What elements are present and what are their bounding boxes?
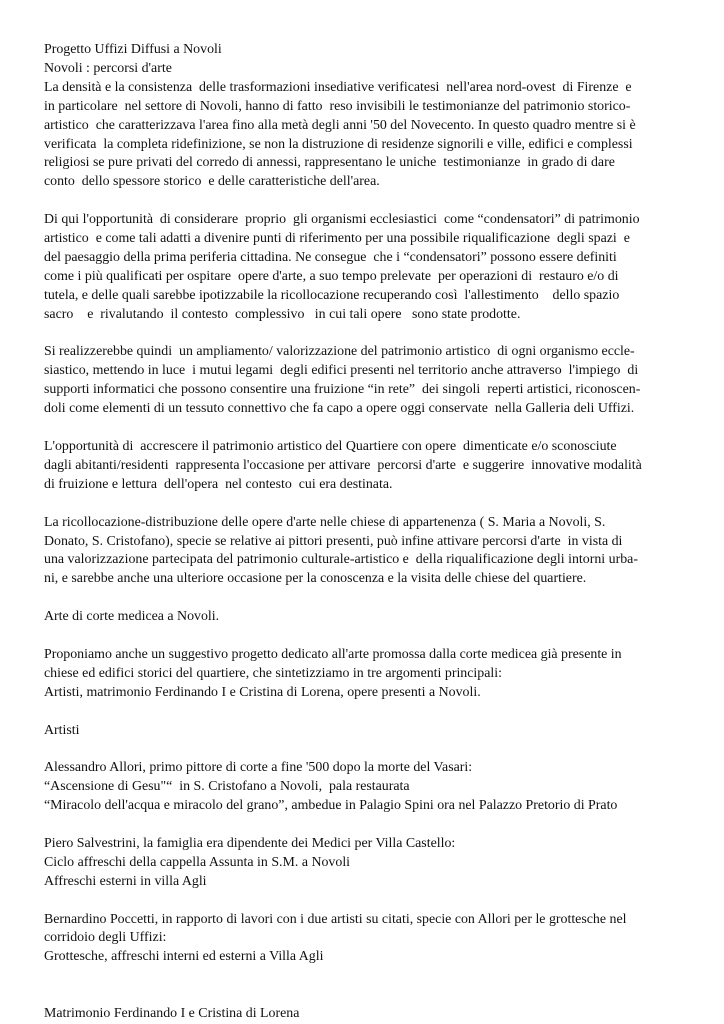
paragraph-spacer <box>44 419 684 438</box>
paragraph-line: L'opportunità di accrescere il patrimonio artistico del Quartiere con opere dimenticate e/o sconosciute <box>44 438 617 454</box>
paragraph-line: sacro e rivalutando il contesto complessivo in cui tali opere sono state prodotte. <box>44 306 521 322</box>
paragraph-spacer <box>44 816 684 835</box>
section-heading-matrimonio: Matrimonio Ferdinando I e Cristina di Lorena <box>44 1006 300 1022</box>
paragraph-spacer <box>44 325 684 344</box>
paragraph-line: tutela, e delle quali sarebbe ipotizzabile la ricollocazione recuperando così l'allestimento dello spazio <box>44 287 620 303</box>
document-subtitle: Novoli : percorsi d'arte <box>44 60 172 76</box>
paragraph-context <box>44 79 684 192</box>
paragraph-line: siastico, mettendo in luce i mutui legami degli edifici presenti nel territorio anche attraverso l'impiego di <box>44 363 639 379</box>
paragraph-line: Proponiamo anche un suggestivo progetto dedicato all'arte promossa dalla corte medicea già presente in <box>44 646 622 662</box>
paragraph-line: ni, e sarebbe anche una ulteriore occasione per la conoscenza e la visita delle chiese del quartiere. <box>44 571 587 587</box>
artist-line: “Miracolo dell'acqua e miracolo del grano”, ambedue in Palagio Spini ora nel Palazzo Pretorio di Prato <box>44 798 618 814</box>
paragraph-spacer <box>44 192 684 211</box>
paragraph-spacer <box>44 589 684 608</box>
paragraph-line: artistico che caratterizzava l'area fino alla metà degli anni '50 del Novecento. In questo quadro mentre si è <box>44 117 636 133</box>
document-header <box>44 41 684 79</box>
paragraph-line: dagli abitanti/residenti rappresenta l'occasione per attivare percorsi d'arte e suggerire innovative modalità <box>44 457 642 473</box>
paragraph-spacer <box>44 967 684 1005</box>
document-title: Progetto Uffizi Diffusi a Novoli <box>44 42 222 57</box>
paragraph-line: verificata la completa ridefinizione, se non la distruzione di residenze signorili e ville, edifici e complessi <box>44 136 633 152</box>
paragraph-proposta <box>44 646 684 703</box>
artist-poccetti <box>44 911 684 968</box>
paragraph-line: Si realizzerebbe quindi un ampliamento/ valorizzazione del patrimonio artistico di ogni organismo eccle- <box>44 344 635 360</box>
artist-line: Bernardino Poccetti, in rapporto di lavori con i due artisti su citati, specie con Allori per le grottesche nel <box>44 911 627 927</box>
artist-allori <box>44 759 684 816</box>
paragraph-line: Artisti, matrimonio Ferdinando I e Cristina di Lorena, opere presenti a Novoli. <box>44 684 481 700</box>
section-heading-arte-medicea: Arte di corte medicea a Novoli. <box>44 609 220 625</box>
paragraph-line: una valorizzazione partecipata del patrimonio culturale-artistico e della riqualificazione degli intorni urba- <box>44 552 638 568</box>
paragraph-condensatori <box>44 211 684 324</box>
paragraph-line: Di qui l'opportunità di considerare proprio gli organismi ecclesiastici come “condensatori” di patrimonio <box>44 212 640 228</box>
paragraph-line: supporti informatici che possono consentire una fruizione “in rete” dei singoli reperti artistici, riconoscen- <box>44 382 641 398</box>
paragraph-spacer <box>44 627 684 646</box>
paragraph-line: La densità e la consistenza delle trasformazioni insediative verificatesi nell'area nord-ovest di Firenze e <box>44 79 632 95</box>
paragraph-line: doli come elementi di un tessuto connettivo che fa capo a opere oggi conservate nella Galleria deli Uffizi. <box>44 401 635 417</box>
artist-salvestrini <box>44 835 684 892</box>
paragraph-line: chiese ed edifici storici del quartiere, che sintetizziamo in tre argomenti principali: <box>44 665 502 681</box>
paragraph-line: religiosi se pure privati del corredo di annessi, rappresentano le uniche testimonianze in grado di dare <box>44 155 615 171</box>
paragraph-line: La ricollocazione-distribuzione delle opere d'arte nelle chiese di appartenenza ( S. Maria a Novoli, S. <box>44 514 606 530</box>
paragraph-line: Donato, S. Cristofano), specie se relative ai pittori presenti, può infine attivare percorsi d'arte in vista di <box>44 533 623 549</box>
paragraph-opportunita <box>44 438 684 495</box>
section-heading-artisti: Artisti <box>44 722 80 738</box>
paragraph-ricollocazione <box>44 514 684 590</box>
paragraph-line: artistico e come tali adatti a divenire punti di riferimento per una possibile riqualificazione degli spazi e <box>44 231 630 247</box>
paragraph-spacer <box>44 703 684 722</box>
paragraph-spacer <box>44 892 684 911</box>
paragraph-valorizzazione <box>44 343 684 419</box>
paragraph-line: di fruizione e lettura dell'opera nel contesto cui era destinata. <box>44 476 393 492</box>
paragraph-line: come i più qualificati per ospitare opere d'arte, a suo tempo prelevate per operazioni di restauro e/o di <box>44 268 619 284</box>
paragraph-line: conto dello spessore storico e delle caratteristiche dell'area. <box>44 174 380 190</box>
artist-line: corridoio degli Uffizi: <box>44 930 167 946</box>
paragraph-spacer <box>44 740 684 759</box>
artist-line: Affreschi esterni in villa Agli <box>44 873 207 889</box>
document-page <box>44 41 684 1024</box>
artist-line: Ciclo affreschi della cappella Assunta in S.M. a Novoli <box>44 854 351 870</box>
artist-line: “Ascensione di Gesu"“ in S. Cristofano a Novoli, pala restaurata <box>44 779 410 795</box>
artist-line: Alessandro Allori, primo pittore di corte a fine '500 dopo la morte del Vasari: <box>44 760 473 776</box>
artist-line: Grottesche, affreschi interni ed esterni a Villa Agli <box>44 949 324 965</box>
artist-line: Piero Salvestrini, la famiglia era dipendente dei Medici per Villa Castello: <box>44 835 456 851</box>
paragraph-spacer <box>44 495 684 514</box>
paragraph-line: in particolare nel settore di Novoli, hanno di fatto reso invisibili le testimonianze del patrimonio storico- <box>44 98 631 114</box>
paragraph-line: del paesaggio della prima periferia cittadina. Ne consegue che i “condensatori” possono essere definiti <box>44 249 617 265</box>
